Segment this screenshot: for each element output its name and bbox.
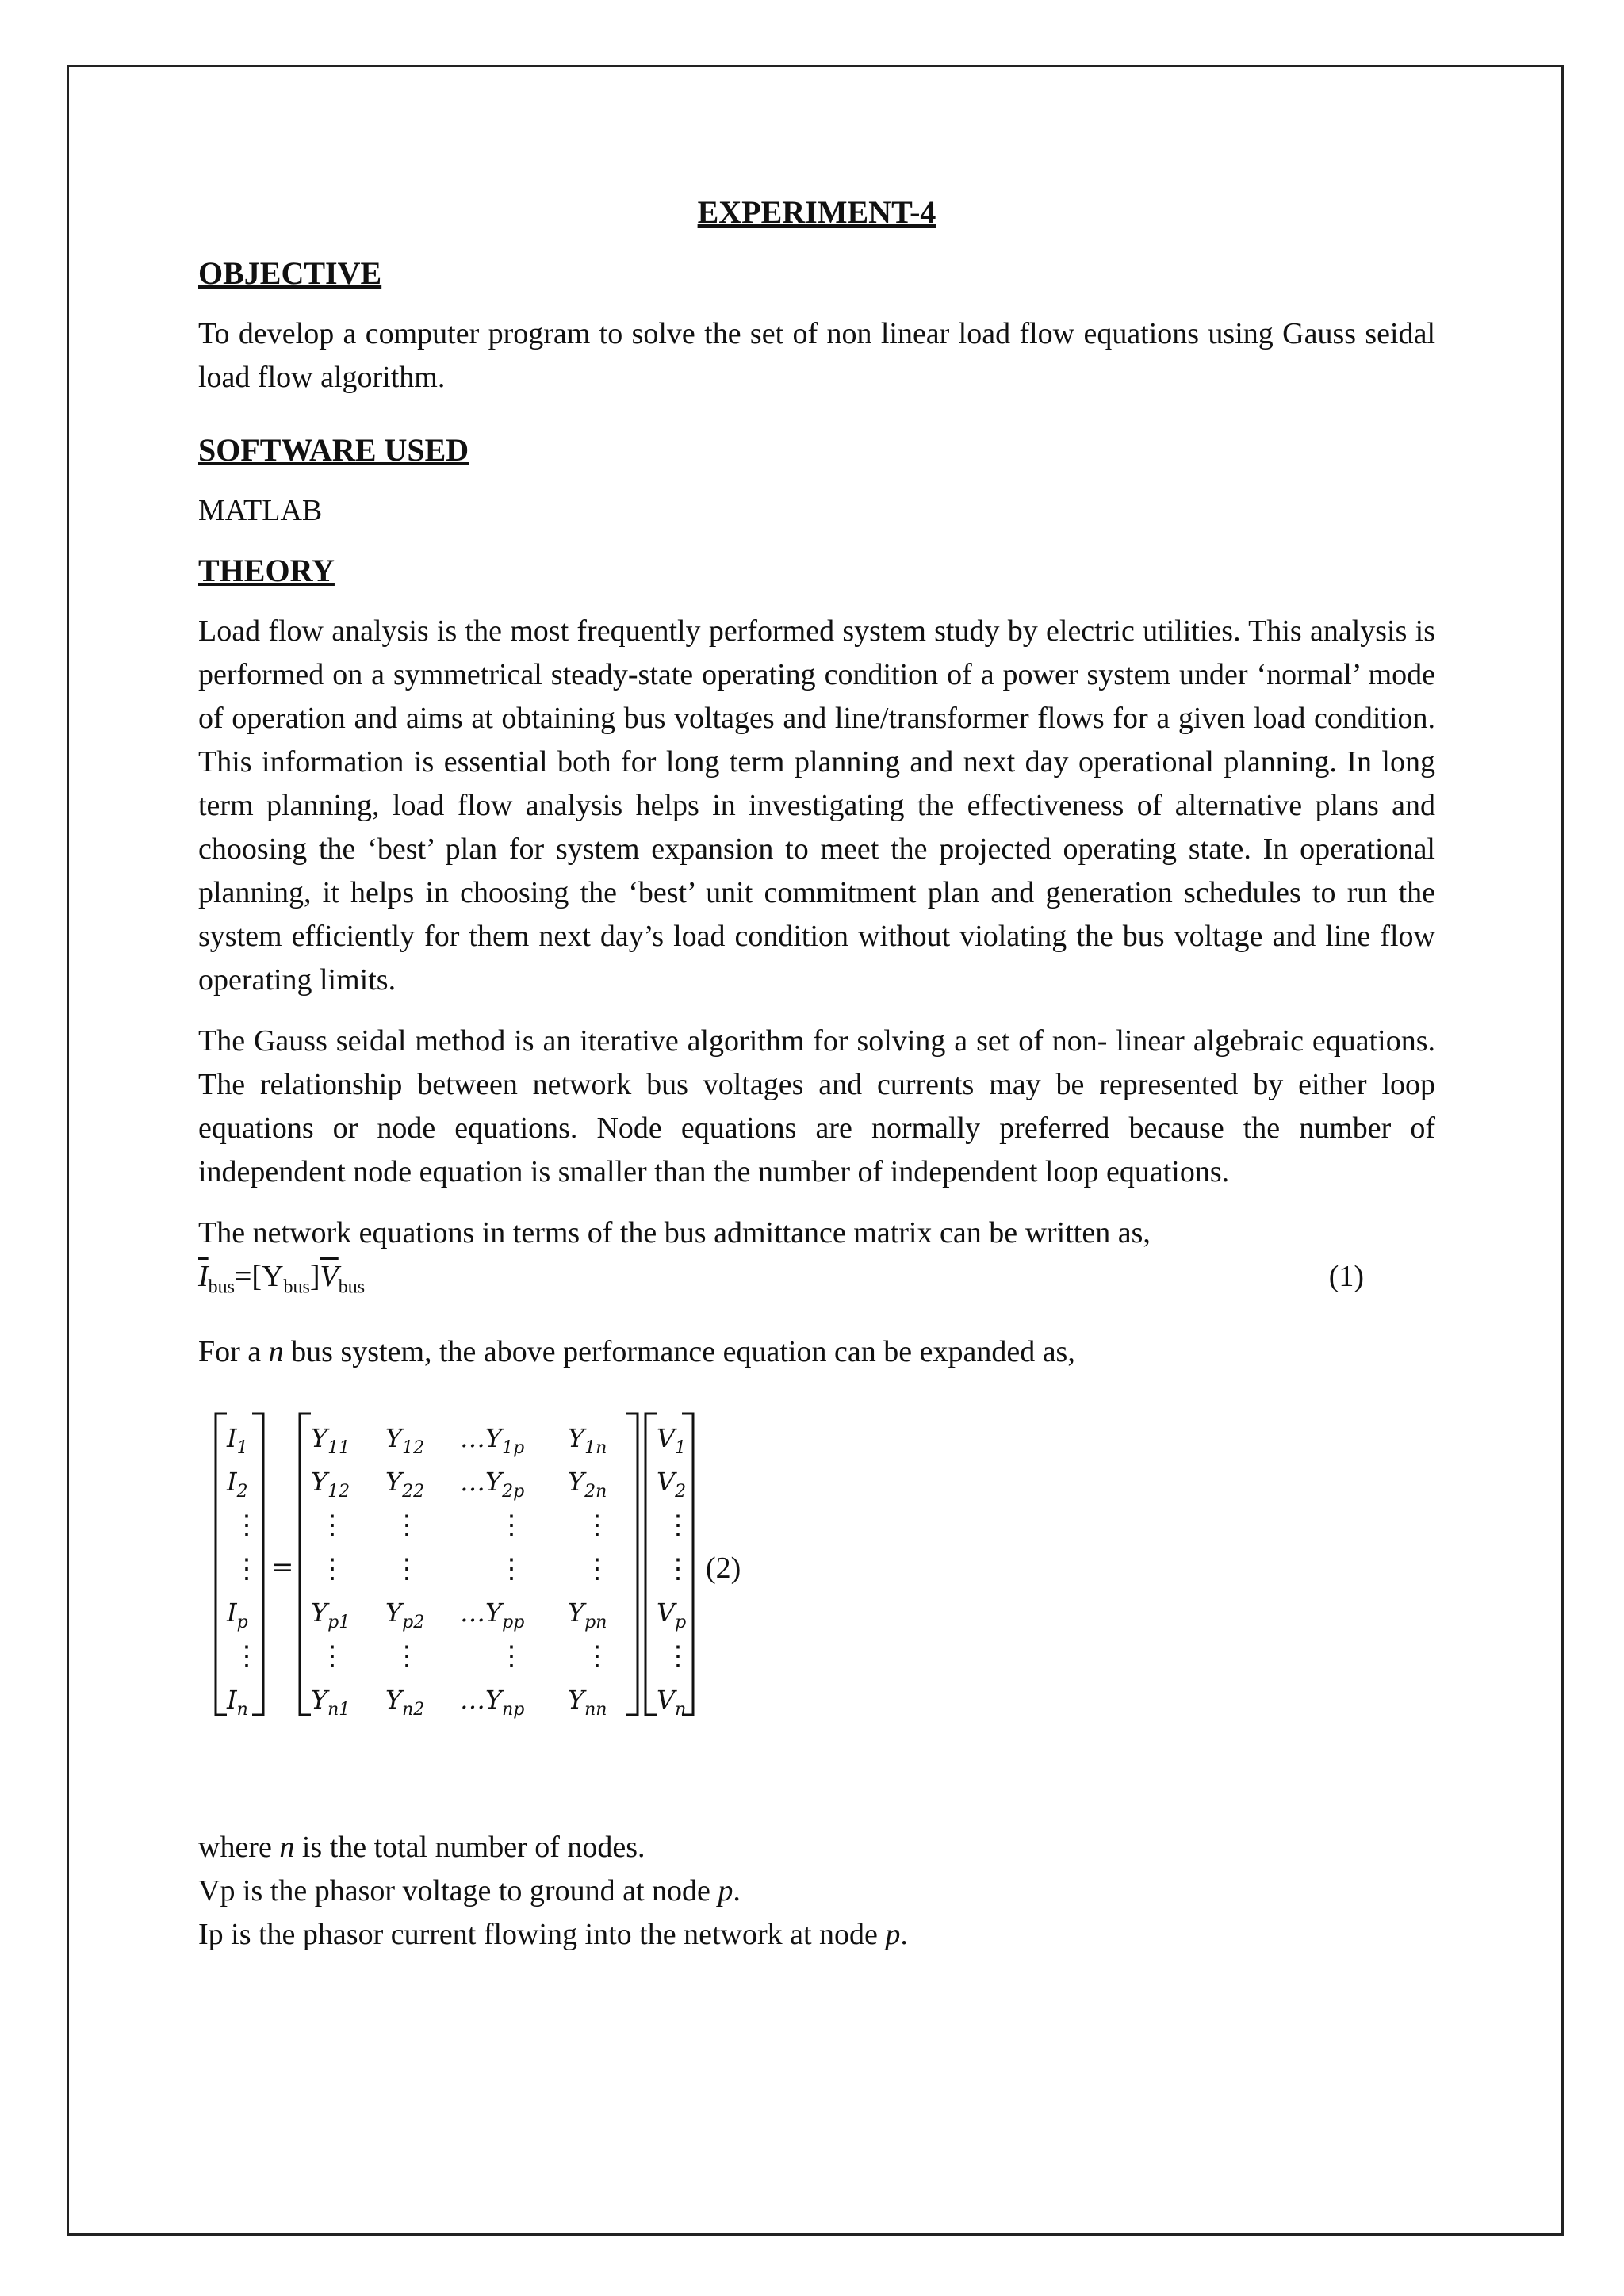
equation-1-number: (1) bbox=[1328, 1260, 1364, 1293]
admittance-matrix-entry: $Y_{2n}$ bbox=[568, 1467, 607, 1502]
admittance-matrix-entry: ⋮ bbox=[498, 1640, 525, 1672]
voltage-vector-entry: ⋮ bbox=[665, 1553, 691, 1585]
admittance-matrix-entry: ⋮ bbox=[584, 1640, 611, 1672]
voltage-vector-left-bracket bbox=[645, 1414, 657, 1715]
admittance-matrix-entry: ⋮ bbox=[498, 1510, 525, 1541]
theory-paragraph-1: Load flow analysis is the most frequently performed system study by electric utilities. This analysis is performed on a symmetrical steady-state operating condition of a power system under ‘normal’ mode of operation and aims at obtaining bus voltages and line/transformer flows for a given load condition. This information is essential both for long term planning and next day operational planning. In long term planning, load flow analysis helps in investigating the effectiveness of alternative plans and choosing the ‘best’ plan for system expansion to meet the projected operating state. In operational planning, it helps in choosing the ‘best’ unit commitment plan and generation schedules to run the system efficiently for them next day’s load condition without violating the bus voltage and line flow operating limits. bbox=[198, 614, 1435, 997]
voltage-vector-entry: $V_1$ bbox=[657, 1423, 687, 1458]
vp-var: p bbox=[718, 1874, 733, 1908]
current-vector-entry: ⋮ bbox=[233, 1640, 260, 1672]
admittance-matrix-entry: ⋮ bbox=[319, 1640, 346, 1672]
eq1-sub-bus-v: bus bbox=[338, 1276, 366, 1298]
admittance-matrix-entry: $\dots Y_{2p}$ bbox=[460, 1467, 525, 1502]
theory-paragraph-2: The Gauss seidal method is an iterative algorithm for solving a set of non- linear algebraic equations. The relationship between network bus voltages and currents may be represented by either loop equations or node equations. Node equations are normally preferred because the number of independent node equation is smaller than the number of independent loop equations. bbox=[198, 1024, 1435, 1188]
eq1-sub-bus-y: bus bbox=[283, 1276, 310, 1298]
admittance-matrix-entry: $Y_{n1}$ bbox=[311, 1685, 350, 1720]
where-pre: where bbox=[198, 1831, 280, 1864]
admittance-matrix-entry: ⋮ bbox=[584, 1510, 611, 1541]
admittance-matrix-entry: ⋮ bbox=[393, 1640, 420, 1672]
document-title: EXPERIMENT-4 bbox=[697, 194, 936, 230]
admittance-matrix-entry: $Y_{11}$ bbox=[311, 1423, 350, 1458]
definitions bbox=[198, 1826, 1435, 1957]
admittance-matrix-entry: $Y_{nn}$ bbox=[568, 1685, 607, 1720]
admittance-matrix-entry: $\dots Y_{1p}$ bbox=[460, 1423, 525, 1458]
where-var: n bbox=[279, 1831, 295, 1864]
admittance-matrix-left-bracket bbox=[300, 1414, 311, 1715]
admittance-matrix-entry: ⋮ bbox=[498, 1553, 525, 1585]
admittance-matrix-entry: $Y_{p2}$ bbox=[385, 1598, 425, 1632]
admittance-matrix-entry: ⋮ bbox=[319, 1510, 346, 1541]
eq1-bracket: ] bbox=[309, 1260, 320, 1293]
software-heading: SOFTWARE USED bbox=[198, 432, 469, 468]
matrix-equation-svg bbox=[198, 1406, 912, 1802]
equation-1 bbox=[198, 1255, 1435, 1299]
ip-pre: Ip is the phasor current flowing into the network at node bbox=[198, 1918, 886, 1951]
ip-line bbox=[198, 1913, 1435, 1957]
admittance-matrix-entry: $\dots Y_{pp}$ bbox=[460, 1598, 525, 1632]
para4-pre: For a bbox=[198, 1335, 269, 1368]
para4-post: bus system, the above performance equation can be expanded as, bbox=[283, 1335, 1075, 1368]
current-vector-entry: $I_2$ bbox=[227, 1467, 248, 1502]
current-vector-left-bracket bbox=[216, 1414, 227, 1715]
admittance-matrix-entry: ⋮ bbox=[393, 1510, 420, 1541]
current-vector-entry: ⋮ bbox=[233, 1510, 260, 1541]
theory-paragraph-4 bbox=[198, 1330, 1435, 1374]
current-vector-entry: $I_p$ bbox=[227, 1598, 248, 1632]
admittance-matrix-entry: $Y_{12}$ bbox=[385, 1423, 425, 1458]
admittance-matrix-entry: ⋮ bbox=[319, 1553, 346, 1585]
eq1-equals-y: =[Y bbox=[235, 1260, 284, 1293]
admittance-matrix-entry: $Y_{n2}$ bbox=[385, 1685, 425, 1720]
admittance-matrix-entry: $Y_{1n}$ bbox=[568, 1423, 607, 1458]
voltage-vector-entry: $V_p$ bbox=[657, 1598, 687, 1632]
voltage-vector-entry: ⋮ bbox=[665, 1510, 691, 1541]
current-vector-entry: ⋮ bbox=[233, 1553, 260, 1585]
objective-text: To develop a computer program to solve the set of non linear load flow equations using Gauss seidal load flow algorithm. bbox=[198, 317, 1435, 394]
equation-2-number: (2) bbox=[706, 1552, 741, 1585]
voltage-vector-entry: $V_2$ bbox=[657, 1467, 687, 1502]
where-line bbox=[198, 1826, 1435, 1869]
voltage-vector-entry: $V_n$ bbox=[657, 1685, 687, 1720]
where-post: is the total number of nodes. bbox=[294, 1831, 645, 1864]
equals-sign: = bbox=[271, 1552, 294, 1583]
admittance-matrix-entry: ⋮ bbox=[393, 1553, 420, 1585]
admittance-matrix-right-bracket bbox=[626, 1414, 638, 1715]
theory-paragraph-3: The network equations in terms of the bus admittance matrix can be written as, bbox=[198, 1216, 1151, 1249]
admittance-matrix-entry: $Y_{12}$ bbox=[311, 1467, 350, 1502]
eq1-current-symbol: $\overline{I}$ bbox=[198, 1260, 209, 1293]
vp-pre: Vp is the phasor voltage to ground at node bbox=[198, 1874, 718, 1908]
admittance-matrix-entry: $\dots Y_{np}$ bbox=[460, 1685, 525, 1720]
equation-2-matrix bbox=[198, 1406, 1435, 1802]
eq1-sub-bus: bus bbox=[208, 1276, 235, 1298]
vp-post: . bbox=[733, 1874, 741, 1908]
eq1-voltage-symbol: $\overline{V}$ bbox=[320, 1260, 339, 1293]
para4-var: n bbox=[268, 1335, 284, 1368]
current-vector-entry: $I_n$ bbox=[227, 1685, 248, 1720]
objective-heading: OBJECTIVE bbox=[198, 255, 382, 291]
admittance-matrix-entry: ⋮ bbox=[584, 1553, 611, 1585]
current-vector-entry: $I_1$ bbox=[227, 1423, 248, 1458]
voltage-vector-entry: ⋮ bbox=[665, 1640, 691, 1672]
ip-var: p bbox=[885, 1918, 901, 1951]
admittance-matrix-entry: $Y_{22}$ bbox=[385, 1467, 425, 1502]
admittance-matrix-entry: $Y_{p1}$ bbox=[311, 1598, 350, 1632]
admittance-matrix-entry: $Y_{pn}$ bbox=[568, 1598, 607, 1632]
ip-post: . bbox=[900, 1918, 908, 1951]
document-body bbox=[198, 190, 1435, 1957]
theory-heading: THEORY bbox=[198, 553, 335, 588]
vp-line bbox=[198, 1869, 1435, 1913]
software-text: MATLAB bbox=[198, 494, 323, 527]
